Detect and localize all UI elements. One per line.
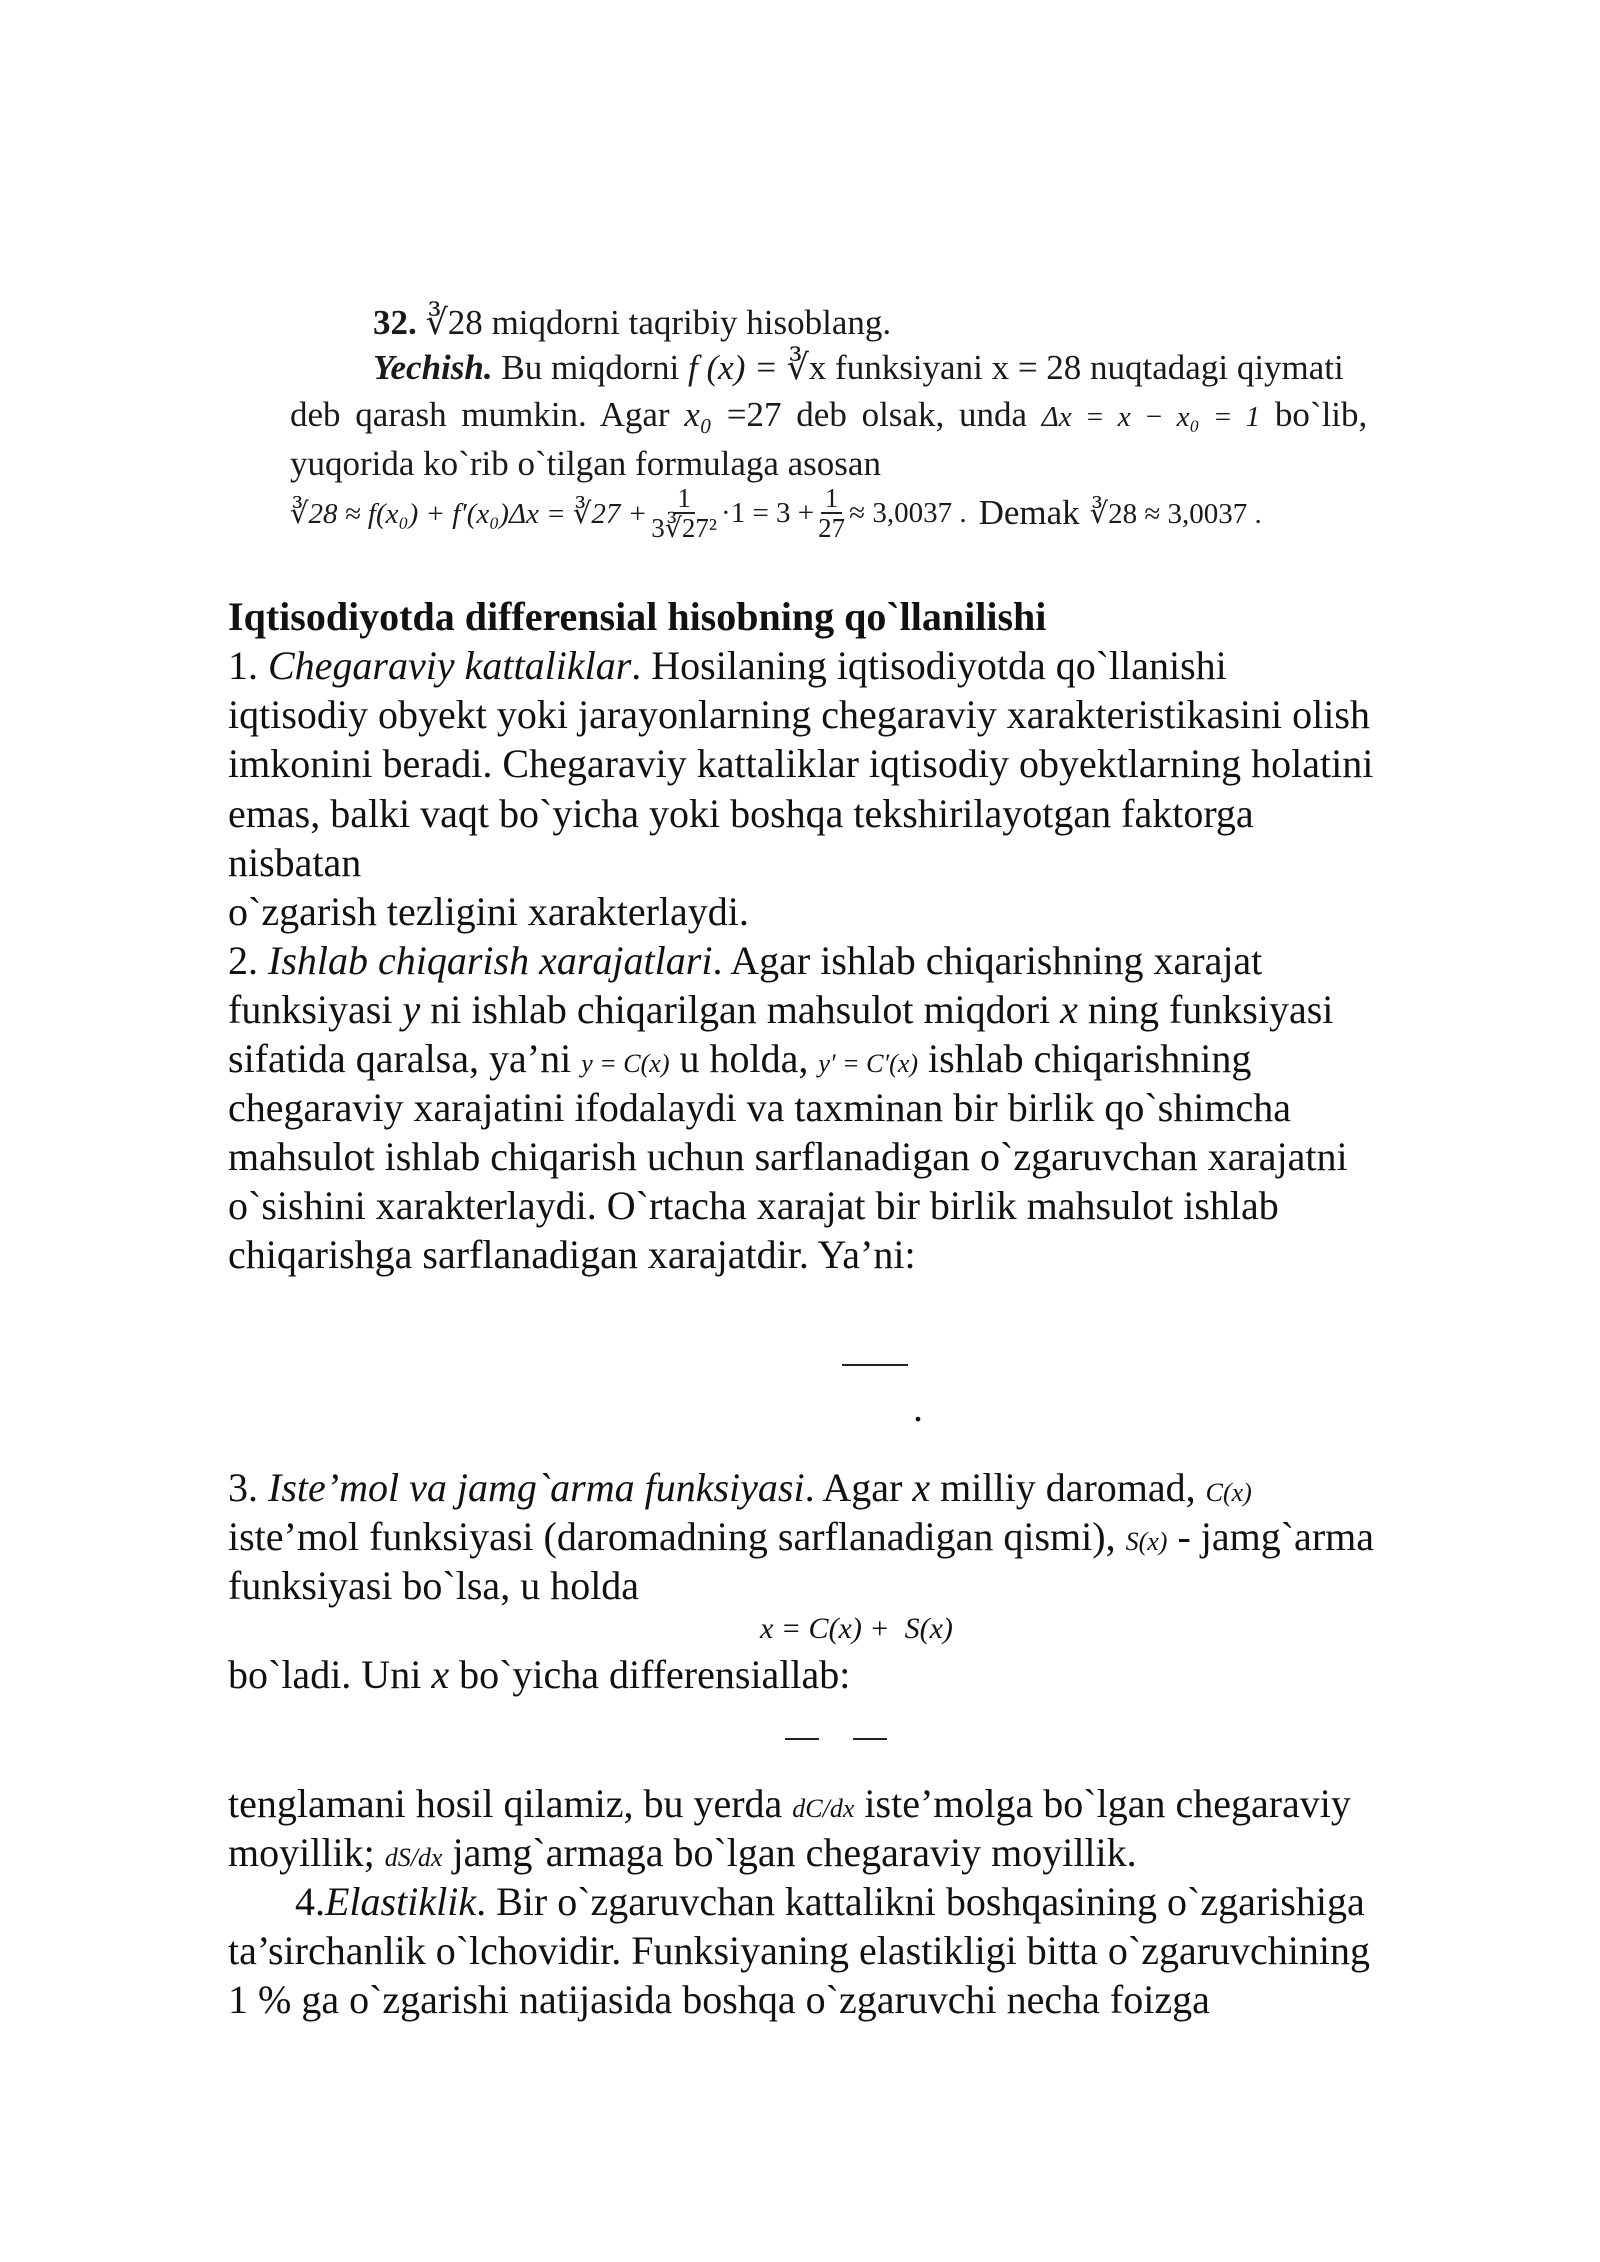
p1-line-5: nisbatan xyxy=(228,840,362,885)
example-line-3 xyxy=(290,395,1367,435)
solution-label: Yechish. xyxy=(373,348,493,387)
term-production-costs: Ishlab chiqarish xarajatlari xyxy=(268,938,713,983)
paragraph-text: u holda, xyxy=(679,1036,809,1081)
derivative-fraction-bar-2 xyxy=(853,1738,887,1740)
example-text: Bu miqdorni xyxy=(501,348,680,387)
paragraph-text: tenglamani hosil qilamiz, bu yerda xyxy=(228,1781,783,1826)
formula-middle: ·1 = 3 + xyxy=(721,496,815,529)
paragraph-text: bo`ladi. Uni xyxy=(228,1652,422,1697)
cube-root-28: ∛28 xyxy=(425,303,483,342)
item-number: 1. xyxy=(228,643,258,688)
derivative-fraction-bar-1 xyxy=(785,1738,819,1740)
income-equation: x = C(x) + S(x) xyxy=(760,1612,953,1645)
paragraph-text: . Hosilaning iqtisodiyotda qo`llanishi xyxy=(631,643,1227,688)
example-text: yuqorida ko`rib o`tilgan formulaga asosan xyxy=(290,444,881,483)
cube-root-x: ∛x xyxy=(786,348,827,387)
formula-final: ∛28 ≈ 3,0037 . xyxy=(1089,497,1262,530)
paragraph-text: milliy daromad, xyxy=(940,1465,1196,1510)
p3-line-3: funksiyasi bo`lsa, u holda xyxy=(228,1563,640,1608)
p1-line-3: imkonini beradi. Chegaraviy kattaliklar iqtisodiy obyektlarning holatini xyxy=(228,741,1374,786)
p1-line-6: o`zgarish tezligini xarakterlaydi. xyxy=(228,889,749,934)
delta-x-formula: Δx = x − x₀ = 1 xyxy=(1041,401,1261,433)
p3-line-4 xyxy=(228,1650,850,1699)
var-y: y xyxy=(402,987,421,1032)
p1-line-2: iqtisodiy obyekt yoki jarayonlarning chegaraviy xarakteristikasini olish xyxy=(228,692,1370,737)
example-task: miqdorni taqribiy hisoblang. xyxy=(491,303,892,342)
demak-word: Demak xyxy=(978,493,1080,532)
formula-savings: S(x) xyxy=(1125,1527,1168,1556)
formula-marginal-cost: y′ = C′(x) xyxy=(818,1049,919,1078)
formula-lhs: ∛28 ≈ f(x₀) + f′(x₀)Δx = ∛27 + xyxy=(290,497,648,530)
x0-symbol: x₀ xyxy=(684,395,713,434)
fraction-2 xyxy=(818,484,845,542)
example-number: 32. xyxy=(373,303,417,342)
formula-dc-dx: dC/dx xyxy=(792,1794,855,1823)
p3-line-1 xyxy=(228,1463,1252,1517)
var-x: x xyxy=(1060,987,1078,1032)
p3-line-6 xyxy=(228,1828,1137,1882)
average-cost-dot: . xyxy=(913,1385,923,1430)
example-text: deb qarash mumkin. Agar xyxy=(290,395,670,434)
p1-line-1 xyxy=(228,641,1227,690)
paragraph-text: iste’mol funksiyasi (daromadning sarflanadigan qismi), xyxy=(228,1514,1116,1559)
formula-result: ≈ 3,0037 . xyxy=(849,496,967,529)
function-expression: f (x) = xyxy=(688,348,778,387)
paragraph-text: jamg`armaga bo`lgan chegaraviy moyillik. xyxy=(452,1830,1137,1875)
term-elasticity: Elastiklik xyxy=(325,1879,477,1924)
paragraph-text: ning funksiyasi xyxy=(1087,987,1334,1032)
formula-ds-dx: dS/dx xyxy=(384,1843,443,1872)
p4-line-3: 1 % ga o`zgarishi natijasida boshqa o`zgaruvchi necha foizga xyxy=(228,1977,1210,2022)
fraction-1 xyxy=(651,484,717,542)
fraction-2-numerator: 1 xyxy=(821,484,843,514)
paragraph-text: moyillik; xyxy=(228,1830,375,1875)
paragraph-text: bo`yicha differensiallab: xyxy=(459,1652,851,1697)
p2-line-2 xyxy=(228,985,1333,1034)
example-text: funksiyani xyxy=(835,348,983,387)
formula-cost-function: y = C(x) xyxy=(581,1049,670,1078)
paragraph-text: iste’molga bo`lgan chegaraviy xyxy=(864,1781,1351,1826)
p1-line-4: emas, balki vaqt bo`yicha yoki boshqa tekshirilayotgan faktorga xyxy=(228,791,1254,836)
example-formula xyxy=(290,484,1262,542)
example-line-2 xyxy=(373,348,1344,388)
var-x: x xyxy=(431,1652,450,1697)
paragraph-text: ishlab chiqarishning xyxy=(928,1036,1252,1081)
p4-line-1 xyxy=(295,1877,1365,1926)
fraction-1-numerator: 1 xyxy=(673,484,695,514)
example-text: bo`lib, xyxy=(1274,395,1368,434)
p2-line-6: o`sishini xarakterlaydi. O`rtacha xarajat bir birlik mahsulot ishlab xyxy=(228,1183,1279,1228)
item-number: 2. xyxy=(228,938,258,983)
p2-line-4: chegaraviy xarajatini ifodalaydi va taxminan bir birlik qo`shimcha xyxy=(228,1085,1291,1130)
paragraph-text: . Agar xyxy=(804,1465,903,1510)
p2-line-5: mahsulot ishlab chiqarish uchun sarflanadigan o`zgaruvchan xarajatni xyxy=(228,1134,1348,1179)
fraction-1-denominator: 3∛27² xyxy=(651,513,718,543)
example-text: x = 28 nuqtadagi qiymati xyxy=(991,348,1344,387)
term-consumption-savings: Iste’mol va jamg`arma funksiyasi xyxy=(268,1465,805,1510)
paragraph-text: . Bir o`zgaruvchan kattalikni boshqasining o`zgarishiga xyxy=(476,1879,1365,1924)
item-number: 4. xyxy=(295,1879,325,1924)
var-x: x xyxy=(912,1465,931,1510)
example-text: =27 deb olsak, unda xyxy=(726,395,1027,434)
example-line-4 xyxy=(290,444,881,484)
term-marginal-quantities: Chegaraviy kattaliklar xyxy=(268,643,632,688)
p4-line-2: ta’sirchanlik o`lchovidir. Funksiyaning elastikligi bitta o`zgaruvchining xyxy=(228,1928,1371,1973)
p2-line-7: chiqarishga sarflanadigan xarajatdir. Ya’ni: xyxy=(228,1232,916,1277)
average-cost-fraction-bar xyxy=(842,1364,908,1366)
paragraph-text: . Agar ishlab chiqarishning xarajat xyxy=(712,938,1263,983)
fraction-2-denominator: 27 xyxy=(818,513,846,543)
p2-line-1 xyxy=(228,936,1262,985)
p3-line-2 xyxy=(228,1512,1374,1566)
paragraph-text: - jamg`arma xyxy=(1177,1514,1374,1559)
example-line-1 xyxy=(373,303,891,343)
paragraph-text: sifatida qaralsa, ya’ni xyxy=(228,1036,572,1081)
p2-line-3 xyxy=(228,1034,1251,1088)
paragraph-text: ni ishlab chiqarilgan mahsulot miqdori xyxy=(430,987,1051,1032)
section-title: Iqtisodiyotda differensial hisobning qo`llanilishi xyxy=(228,594,1047,639)
item-number: 3. xyxy=(228,1465,258,1510)
formula-consumption: C(x) xyxy=(1205,1478,1252,1507)
paragraph-text: funksiyasi xyxy=(228,987,393,1032)
p3-line-5 xyxy=(228,1779,1351,1833)
